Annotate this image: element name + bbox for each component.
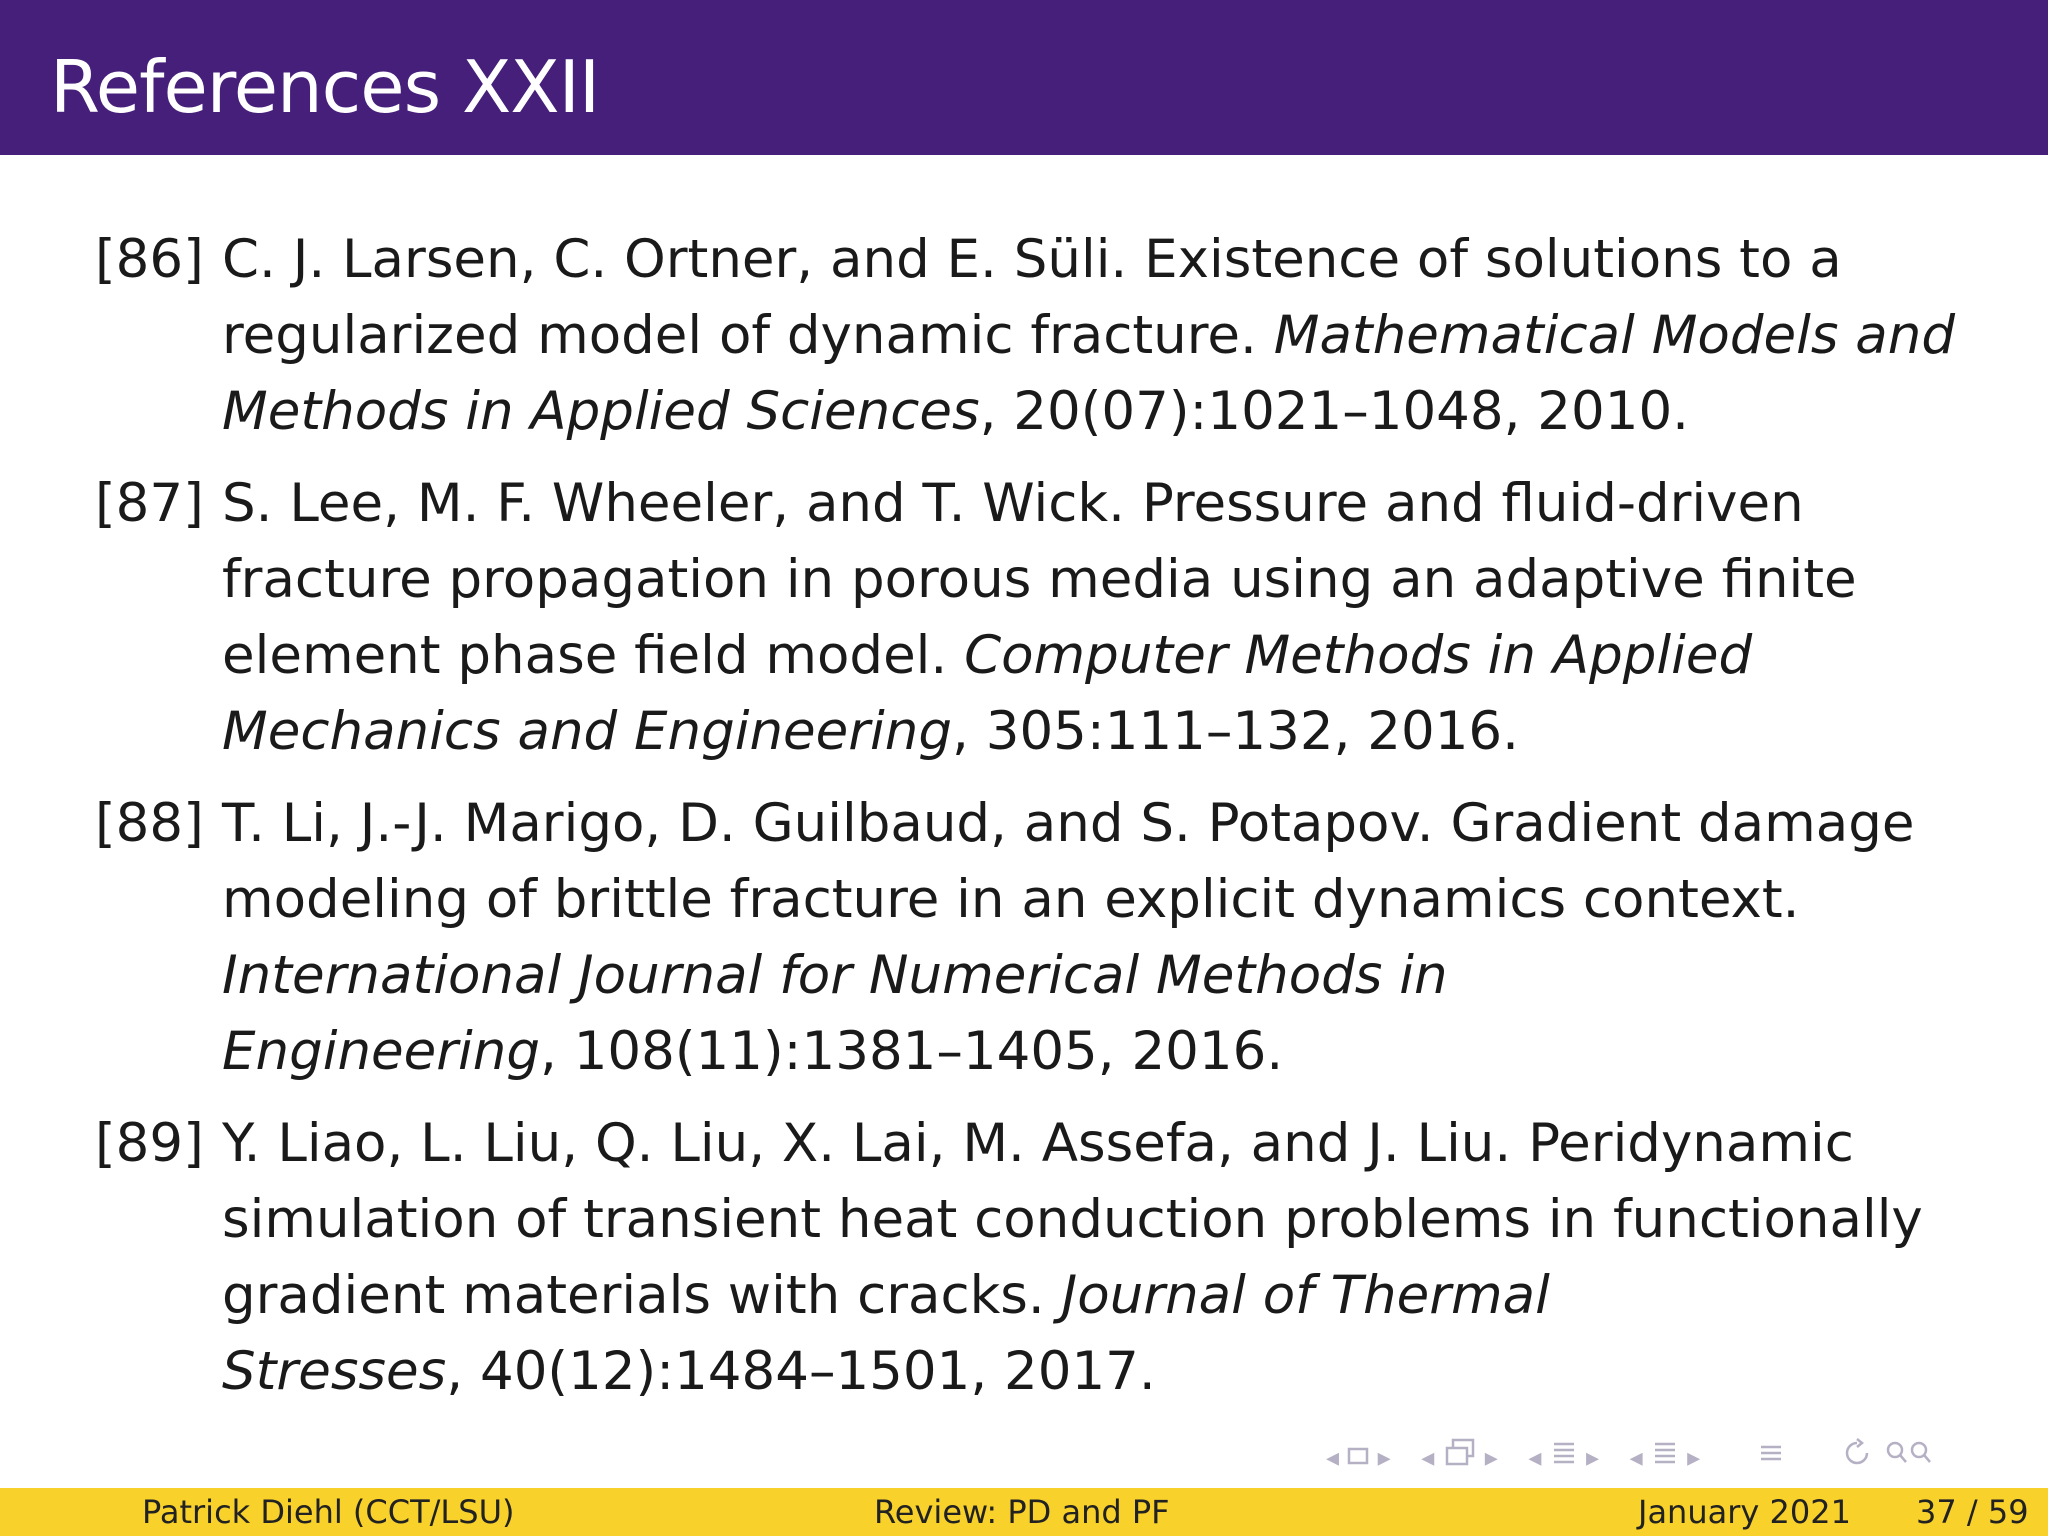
reference-journal: Computer Methods in Applied Mechanics and Engineering <box>222 625 1753 762</box>
reference-list <box>0 222 2048 1426</box>
reference-title: Pressure and fluid-driven fracture propagation in porous media using an adaptive finite element phase field model. <box>222 473 1857 686</box>
footer-page-number: 37 / 59 <box>1916 1493 2029 1531</box>
reference-details: , 40(12):1484–1501, 2017. <box>446 1341 1156 1402</box>
reference-journal: Mathematical Models and Methods in Applied Sciences <box>222 305 1956 442</box>
reference-body <box>222 786 1982 1090</box>
title-bar <box>0 0 2048 155</box>
reference-title: Gradient damage modeling of brittle fracture in an explicit dynamics context. <box>222 793 1915 930</box>
reference-item <box>0 1106 2048 1410</box>
reference-details: , 305:111–132, 2016. <box>952 701 1519 762</box>
search-back-icon[interactable] <box>1841 1438 1875 1478</box>
reference-number: [86] <box>95 229 204 290</box>
subsection-prev-icon[interactable]: ◂ <box>1421 1443 1435 1473</box>
subsection-next-icon[interactable]: ▸ <box>1484 1443 1498 1473</box>
footer-author: Patrick Diehl (CCT/LSU) <box>142 1493 515 1531</box>
reference-body <box>222 222 1982 450</box>
slide-title: References XXII <box>50 45 600 129</box>
reference-item <box>0 466 2048 770</box>
reference-number: [89] <box>95 1113 204 1174</box>
reference-item <box>0 786 2048 1090</box>
frame-icon[interactable] <box>1347 1440 1369 1476</box>
reference-details: , 20(07):1021–1048, 2010. <box>979 381 1690 442</box>
reference-authors: S. Lee, M. F. Wheeler, and T. Wick. <box>222 473 1125 534</box>
footer-bar <box>0 1488 2048 1536</box>
align-icon[interactable] <box>1757 1439 1785 1477</box>
subsection-icon[interactable] <box>1443 1438 1477 1478</box>
reference-details: , 108(11):1381–1405, 2016. <box>540 1021 1284 1082</box>
reference-title: Existence of solutions to a regularized model of dynamic fracture. <box>222 229 1842 366</box>
reference-title: Peridynamic simulation of transient heat conduction problems in functionally gradient materials with cracks. <box>222 1113 1923 1326</box>
reference-authors: Y. Liao, L. Liu, Q. Liu, X. Lai, M. Assefa, and J. Liu. <box>222 1113 1512 1174</box>
reference-item <box>0 222 2048 450</box>
section-prev-icon[interactable]: ◂ <box>1528 1443 1542 1473</box>
reference-journal: Journal of Thermal Stresses <box>222 1265 1550 1402</box>
document-prev-icon[interactable]: ◂ <box>1629 1443 1643 1473</box>
frame-next-icon[interactable]: ▸ <box>1377 1443 1391 1473</box>
navigation-bar <box>1326 1438 1940 1474</box>
section-icon[interactable] <box>1550 1439 1578 1477</box>
reference-body <box>222 466 1982 770</box>
footer-short-title: Review: PD and PF <box>874 1493 1170 1531</box>
reference-number: [88] <box>95 793 204 854</box>
search-icon[interactable] <box>1884 1438 1940 1478</box>
reference-number: [87] <box>95 473 204 534</box>
footer-date: January 2021 <box>1638 1493 1851 1531</box>
document-icon[interactable] <box>1651 1439 1679 1477</box>
section-next-icon[interactable]: ▸ <box>1585 1443 1600 1473</box>
reference-authors: C. J. Larsen, C. Ortner, and E. Süli. <box>222 229 1128 290</box>
document-next-icon[interactable]: ▸ <box>1687 1443 1701 1473</box>
frame-prev-icon[interactable]: ◂ <box>1326 1443 1340 1473</box>
reference-authors: T. Li, J.-J. Marigo, D. Guilbaud, and S. Potapov. <box>222 793 1434 854</box>
reference-body <box>222 1106 1982 1410</box>
reference-journal: International Journal for Numerical Methods in Engineering <box>222 945 1448 1082</box>
